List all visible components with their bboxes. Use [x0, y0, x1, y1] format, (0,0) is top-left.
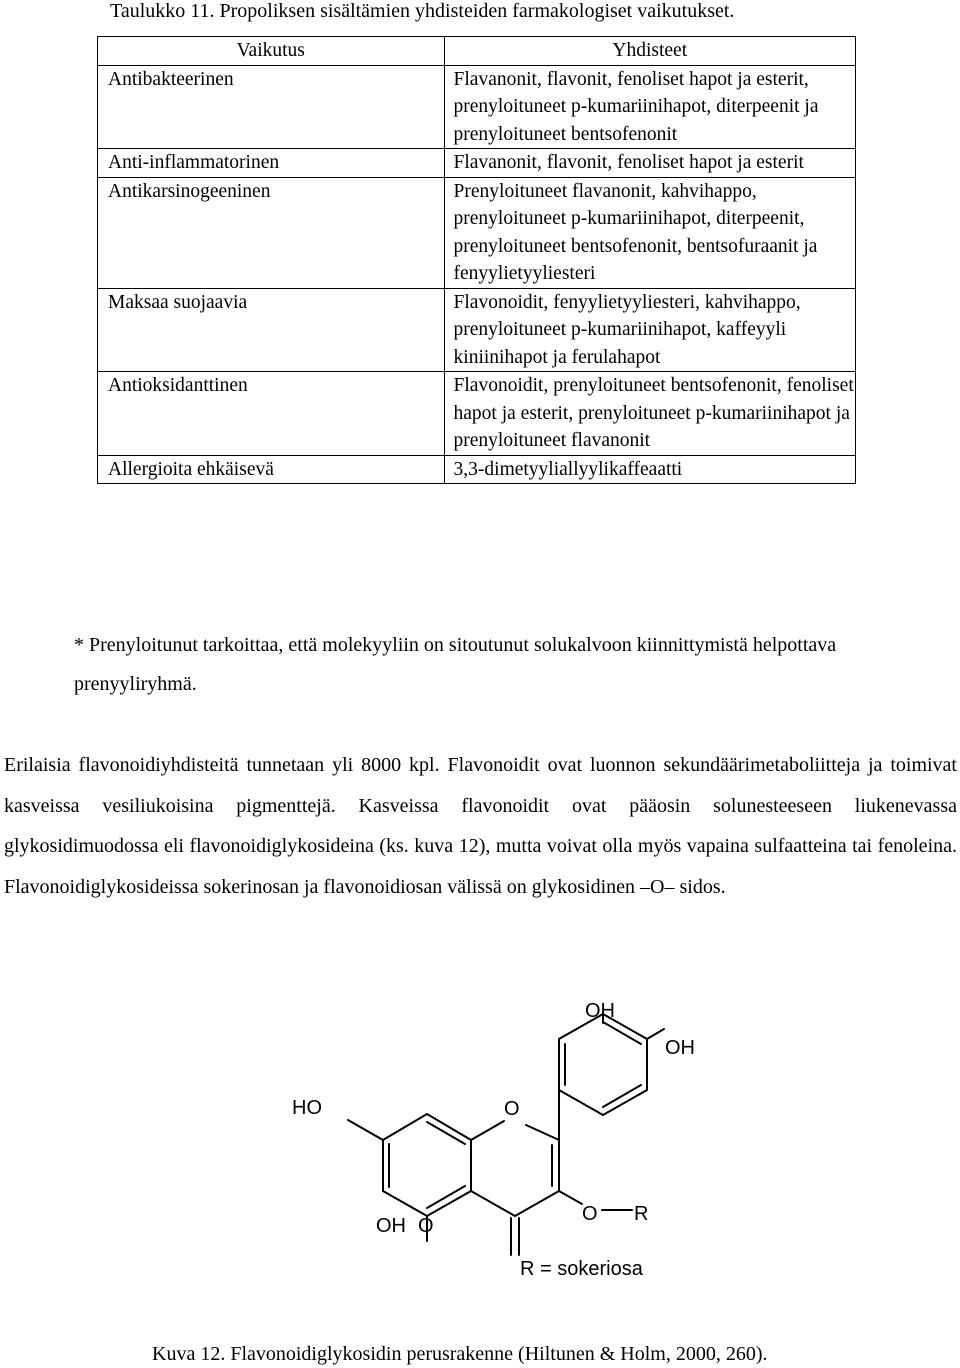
- table-header-row: [98, 37, 856, 66]
- label-o-carbonyl: O: [418, 1215, 434, 1237]
- compounds-cell: Flavanonit, flavonit, fenoliset hapot ja esterit, prenyloituneet p-kumariinihapot, diterpeenit ja prenyloituneet bentsofenonit: [444, 65, 855, 149]
- bond-c3-o: [559, 1191, 582, 1204]
- table-row: [98, 177, 856, 288]
- bond-c8a-o1: [471, 1121, 504, 1140]
- bond-c4-c4a: [471, 1191, 515, 1216]
- label-ho-left: HO: [292, 1097, 322, 1119]
- effect-cell: Antioksidanttinen: [98, 372, 445, 456]
- legend-r-sugar: R = sokeriosa: [520, 1258, 643, 1280]
- effect-cell: Antikarsinogeeninen: [98, 177, 445, 288]
- table-row: [98, 372, 856, 456]
- ring-b: [559, 1014, 647, 1115]
- compounds-cell: Flavanonit, flavonit, fenoliset hapot ja esterit: [444, 149, 855, 178]
- label-oh-bottom: OH: [376, 1215, 406, 1237]
- bond-c3-c4: [515, 1191, 559, 1216]
- figure-caption: Kuva 12. Flavonoidiglykosidin perusrakenne (Hiltunen & Holm, 2000, 260).: [152, 1343, 768, 1365]
- label-r: R: [634, 1203, 649, 1225]
- label-o-ring: O: [504, 1098, 520, 1120]
- effect-cell: Maksaa suojaavia: [98, 288, 445, 372]
- flavonoid-glycoside-structure: [260, 985, 720, 1295]
- bond-o1-c2: [526, 1125, 559, 1140]
- structure-labels: [292, 1000, 695, 1280]
- compounds-cell: Flavonoidit, prenyloituneet bentsofenonit, fenoliset hapot ja esterit, prenyloituneet p-kumariinihapot ja prenyloituneet flavanonit: [444, 372, 855, 456]
- body-paragraph: Erilaisia flavonoidiyhdisteitä tunnetaan yli 8000 kpl. Flavonoidit ovat luonnon sekundäärimetaboliitteja ja toimivat kasveissa vesiliukoisina pigmenttejä. Kasveissa flavonoidit ovat pääosin solunesteeseen liukenevassa glykosidimuodossa eli flavonoidiglykosideina (ks. kuva 12), mutta voivat olla myös vapaina sulfaatteina tai fenoleina. Flavonoidiglykosideissa sokerinosan ja flavonoidiosan välissä on glykosidinen –O– sidos.: [4, 754, 957, 898]
- label-o-glycosidic: O: [582, 1203, 598, 1225]
- column-header-compounds: Yhdisteet: [444, 37, 855, 66]
- effects-table: [97, 36, 856, 484]
- label-oh-top: OH: [585, 1000, 615, 1022]
- table-row: [98, 149, 856, 178]
- footnote: * Prenyloitunut tarkoittaa, että molekyyliin on sitoutunut solukalvoon kiinnittymistä helpottava prenyyliryhmä.: [74, 634, 837, 695]
- bond-c4p-oh: [647, 1029, 664, 1039]
- ring-a: [383, 1114, 471, 1216]
- table-caption: Taulukko 11. Propoliksen sisältämien yhdisteiden farmakologiset vaikutukset.: [110, 0, 735, 22]
- table-row: [98, 288, 856, 372]
- effect-cell: Allergioita ehkäisevä: [98, 455, 445, 484]
- bond-c7-oh: [348, 1120, 383, 1140]
- structure-diagram: [260, 985, 720, 1295]
- table-row: [98, 65, 856, 149]
- column-header-effect: Vaikutus: [98, 37, 445, 66]
- effect-cell: Anti-inflammatorinen: [98, 149, 445, 178]
- compounds-cell: Flavonoidit, fenyylietyyliesteri, kahvihappo, prenyloituneet p-kumariinihapot, kaffeyyli kiniinihapot ja ferulahapot: [444, 288, 855, 372]
- effect-cell: Antibakteerinen: [98, 65, 445, 149]
- compounds-cell: 3,3-dimetyyliallyylikaffeaatti: [444, 455, 855, 484]
- label-oh-right: OH: [665, 1037, 695, 1059]
- compounds-cell: Prenyloituneet flavanonit, kahvihappo, prenyloituneet p-kumariinihapot, diterpeenit, prenyloituneet bentsofenonit, bentsofuraanit ja fenyylietyyliesteri: [444, 177, 855, 288]
- table-row: [98, 455, 856, 484]
